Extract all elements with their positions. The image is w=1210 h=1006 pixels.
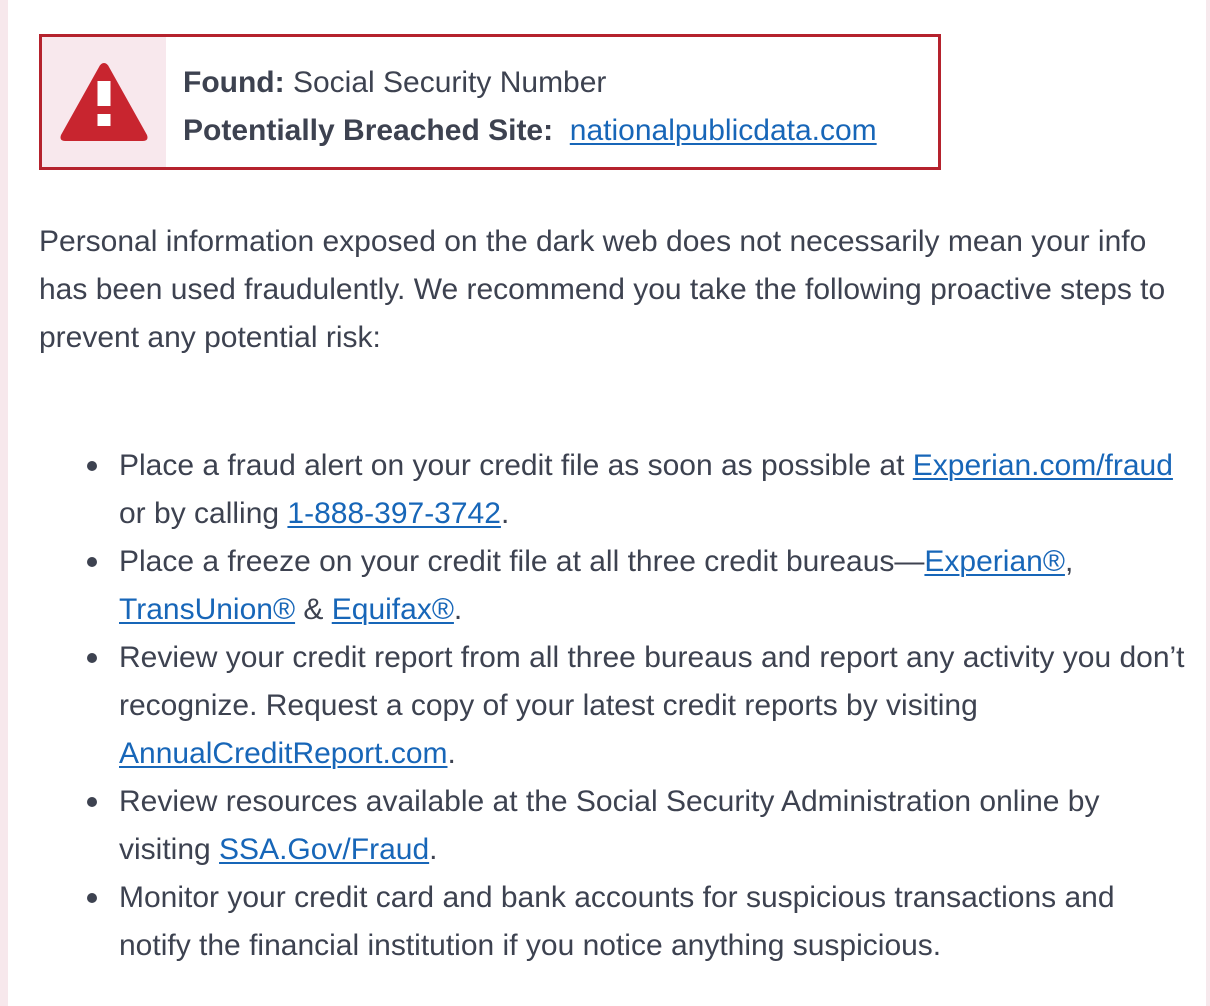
breached-site-row [183,107,877,155]
step-text: . [447,737,456,770]
step-text: . [453,593,463,626]
breached-site-label: Potentially Breached Site: [183,114,554,147]
transunion-link[interactable]: TransUnion® [119,593,296,626]
list-item [119,538,1194,634]
equifax-link[interactable]: Equifax® [331,593,454,626]
step-text: Review your credit report from all three bureaus and report any activity you don’t recognize. Request a copy of your latest credit reports by visiting [119,641,1185,722]
experian-link[interactable]: Experian® [924,545,1065,578]
step-text: , [1064,545,1074,578]
step-text: . [500,497,510,530]
breached-site-link[interactable]: nationalpublicdata.com [569,114,877,147]
experian-fraud-link[interactable]: Experian.com/fraud [912,449,1173,482]
alert-icon-cell [42,37,166,167]
right-edge-strip [1206,0,1210,1006]
step-text: Review resources available at the Social Security Administration online by visiting [119,785,1100,866]
step-text: Place a fraud alert on your credit file as soon as possible at [119,449,913,482]
intro-paragraph: Personal information exposed on the dark web does not necessarily mean your info has been used fraudulently. We recommend you take the following proactive steps to prevent any potential risk: [39,225,1166,354]
alert-details [166,37,877,167]
step-text: . [429,833,438,866]
list-item [119,778,1194,874]
warning-icon [58,59,150,145]
breach-alert-box [39,34,941,170]
ssa-fraud-link[interactable]: SSA.Gov/Fraud [219,833,430,866]
annual-credit-report-link[interactable]: AnnualCreditReport.com [119,737,448,770]
found-row [183,59,877,107]
list-item [119,634,1194,778]
list-item [119,442,1194,538]
list-item [119,874,1194,970]
step-text: Monitor your credit card and bank accounts for suspicious transactions and notify the financial institution if you notice anything suspicious. [119,881,1115,962]
left-edge-strip [0,0,8,1006]
found-value: Social Security Number [292,66,607,99]
experian-phone-link[interactable]: 1-888-397-3742 [287,497,501,530]
step-text: & [295,593,332,626]
found-label: Found: [183,66,285,99]
step-text: Place a freeze on your credit file at all three credit bureaus— [119,545,925,578]
step-text: or by calling [119,497,288,530]
recommended-steps-list [119,442,1194,970]
